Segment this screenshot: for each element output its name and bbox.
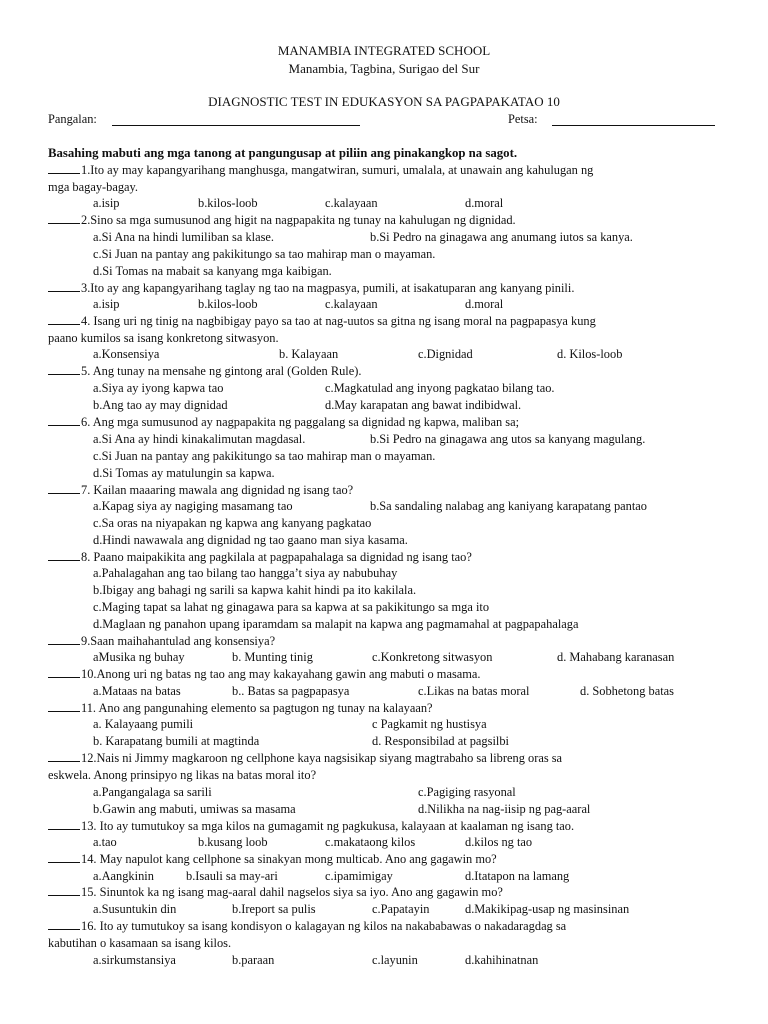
question-4 xyxy=(48,313,596,329)
question-16-cont: kabutihan o kasamaan sa isang kilos. xyxy=(48,936,232,950)
q14-option-c[interactable]: c.ipamimigay xyxy=(325,869,393,883)
q1-option-b[interactable]: b.kilos-loob xyxy=(198,196,258,210)
question-4-cont: paano kumilos sa isang konkretong sitwasyon. xyxy=(48,331,279,345)
answer-blank[interactable] xyxy=(48,851,80,863)
question-2 xyxy=(48,212,516,228)
question-14 xyxy=(48,851,497,867)
q5-option-d[interactable]: d.May karapatan ang bawat indibidwal. xyxy=(325,398,522,412)
q11-option-c[interactable]: c Pagkamit ng hustisya xyxy=(372,717,487,731)
q8-option-d[interactable]: d.Maglaan ng panahon upang iparamdam sa malapit na kapwa ang pagmamahal at pagpapahalaga xyxy=(93,617,579,631)
answer-blank[interactable] xyxy=(48,212,80,224)
q15-option-b[interactable]: b.Ireport sa pulis xyxy=(232,902,316,916)
q5-option-c[interactable]: c.Magkatulad ang inyong pagkatao bilang tao. xyxy=(325,381,555,395)
q10-option-a[interactable]: a.Mataas na batas xyxy=(93,684,181,698)
question-12-cont: eskwela. Anong prinsipyo ng likas na batas moral ito? xyxy=(48,768,317,782)
school-name: MANAMBIA INTEGRATED SCHOOL xyxy=(277,43,491,58)
question-text: 3.Ito ay ang kapangyarihang taglay ng tao na magpasya, pumili, at isakatuparan ang kanyang pinili. xyxy=(81,281,575,295)
answer-blank[interactable] xyxy=(48,313,80,325)
q14-option-a[interactable]: a.Aangkinin xyxy=(93,869,154,883)
q16-option-c[interactable]: c.layunin xyxy=(372,953,418,967)
q14-option-d[interactable]: d.Itatapon na lamang xyxy=(465,869,570,883)
school-address: Manambia, Tagbina, Surigao del Sur xyxy=(288,61,480,76)
q9-option-d[interactable]: d. Mahabang karanasan xyxy=(557,650,675,664)
q6-option-b[interactable]: b.Si Pedro na ginagawa ang utos sa kanyang magulang. xyxy=(370,432,646,446)
q3-option-a[interactable]: a.isip xyxy=(93,297,120,311)
test-title: DIAGNOSTIC TEST IN EDUKASYON SA PAGPAPAKATAO 10 xyxy=(208,94,560,109)
q7-option-b[interactable]: b.Sa sandaling nalabag ang kaniyang karapatang pantao xyxy=(370,499,647,513)
answer-blank[interactable] xyxy=(48,414,80,426)
question-8 xyxy=(48,549,472,565)
q6-option-c[interactable]: c.Si Juan na pantay ang pakikitungo sa tao mahirap man o mayaman. xyxy=(93,449,436,463)
answer-blank[interactable] xyxy=(48,700,80,712)
q2-option-a[interactable]: a.Si Ana na hindi lumiliban sa klase. xyxy=(93,230,275,244)
q16-option-a[interactable]: a.sirkumstansiya xyxy=(93,953,176,967)
q13-option-c[interactable]: c.makataong kilos xyxy=(325,835,416,849)
q16-option-b[interactable]: b.paraan xyxy=(232,953,275,967)
q6-option-a[interactable]: a.Si Ana ay hindi kinakalimutan magdasal. xyxy=(93,432,306,446)
question-text: 15. Sinuntok ka ng isang mag-aaral dahil nagselos siya sa iyo. Ano ang gagawin mo? xyxy=(81,885,503,899)
question-5 xyxy=(48,363,361,379)
answer-blank[interactable] xyxy=(48,918,80,930)
q1-option-a[interactable]: a.isip xyxy=(93,196,120,210)
question-12 xyxy=(48,750,562,766)
answer-blank[interactable] xyxy=(48,818,80,830)
q12-option-c[interactable]: c.Pagiging rasyonal xyxy=(418,785,516,799)
question-16 xyxy=(48,918,566,934)
answer-blank[interactable] xyxy=(48,549,80,561)
q12-option-a[interactable]: a.Pangangalaga sa sarili xyxy=(93,785,212,799)
q13-option-b[interactable]: b.kusang loob xyxy=(198,835,268,849)
question-text: 14. May napulot kang cellphone sa sinakyan mong multicab. Ano ang gagawin mo? xyxy=(81,852,497,866)
q14-option-b[interactable]: b.Isauli sa may-ari xyxy=(186,869,278,883)
name-field[interactable] xyxy=(112,125,360,126)
question-text: 12.Nais ni Jimmy magkaroon ng cellphone kaya nagsisikap siyang magtrabaho sa libreng oras sa xyxy=(81,751,563,765)
question-text: 2.Sino sa mga sumusunod ang higit na nagpapakita ng tunay na kahulugan ng dignidad. xyxy=(81,213,516,227)
q12-option-d[interactable]: d.Nilikha na nag-iisip ng pag-aaral xyxy=(418,802,591,816)
question-13 xyxy=(48,818,574,834)
q9-option-b[interactable]: b. Munting tinig xyxy=(232,650,313,664)
question-text: 9.Saan maihahantulad ang konsensiya? xyxy=(81,634,276,648)
q12-option-b[interactable]: b.Gawin ang mabuti, umiwas sa masama xyxy=(93,802,296,816)
answer-blank[interactable] xyxy=(48,666,80,678)
question-6 xyxy=(48,414,519,430)
q9-option-a[interactable]: aMusika ng buhay xyxy=(93,650,185,664)
q11-option-d[interactable]: d. Responsibilad at pagsilbi xyxy=(372,734,509,748)
answer-blank[interactable] xyxy=(48,482,80,494)
question-15 xyxy=(48,884,503,900)
answer-blank[interactable] xyxy=(48,363,80,375)
q8-option-c[interactable]: c.Maging tapat sa lahat ng ginagawa para sa kapwa at sa pakikitungo sa mga ito xyxy=(93,600,490,614)
answer-blank[interactable] xyxy=(48,280,80,292)
q5-option-b[interactable]: b.Ang tao ay may dignidad xyxy=(93,398,228,412)
q9-option-c[interactable]: c.Konkretong sitwasyon xyxy=(372,650,493,664)
question-text: 7. Kailan maaaring mawala ang dignidad ng isang tao? xyxy=(81,483,354,497)
q1-option-c[interactable]: c.kalayaan xyxy=(325,196,378,210)
q10-option-d[interactable]: d. Sobhetong batas xyxy=(580,684,674,698)
question-text: 13. Ito ay tumutukoy sa mga kilos na gumagamit ng pagkukusa, kalayaan at kaalaman ng isang tao. xyxy=(81,819,575,833)
q6-option-d[interactable]: d.Si Tomas ay matulungin sa kapwa. xyxy=(93,466,275,480)
question-9 xyxy=(48,633,275,649)
question-text: 16. Ito ay tumutukoy sa isang kondisyon o kalagayan ng kilos na nakababawas o nakadaragdag sa xyxy=(81,919,567,933)
answer-blank[interactable] xyxy=(48,633,80,645)
answer-blank[interactable] xyxy=(48,162,80,174)
question-11 xyxy=(48,700,433,716)
question-text: 4. Isang uri ng tinig na nagbibigay payo sa tao at nag-uutos sa gitna ng isang moral na pagpapasya kung xyxy=(81,314,596,328)
question-text: 8. Paano maipakikita ang pagkilala at pagpapahalaga sa dignidad ng isang tao? xyxy=(81,550,472,564)
q3-option-d[interactable]: d.moral xyxy=(465,297,504,311)
question-text: 1.Ito ay may kapangyarihang manghusga, mangatwiran, sumuri, umalala, at unawain ang kahulugan ng xyxy=(81,163,594,177)
q5-option-a[interactable]: a.Siya ay iyong kapwa tao xyxy=(93,381,224,395)
question-1-cont: mga bagay-bagay. xyxy=(48,180,139,194)
q8-option-b[interactable]: b.Ibigay ang bahagi ng sarili sa kapwa kahit hindi pa ito kakilala. xyxy=(93,583,417,597)
q7-option-a[interactable]: a.Kapag siya ay nagiging masamang tao xyxy=(93,499,293,513)
question-text: 11. Ano ang pangunahing elemento sa pagtugon ng tunay na kalayaan? xyxy=(81,701,433,715)
q7-option-c[interactable]: c.Sa oras na niyapakan ng kapwa ang kanyang pagkatao xyxy=(93,516,372,530)
instructions: Basahing mabuti ang mga tanong at pangungusap at piliin ang pinakangkop na sagot. xyxy=(48,146,518,160)
date-field[interactable] xyxy=(552,125,715,126)
q16-option-d[interactable]: d.kahihinatnan xyxy=(465,953,539,967)
q4-option-b[interactable]: b. Kalayaan xyxy=(279,347,339,361)
q2-option-c[interactable]: c.Si Juan na pantay ang pakikitungo sa tao mahirap man o mayaman. xyxy=(93,247,436,261)
date-label: Petsa: xyxy=(508,112,538,126)
q11-option-b[interactable]: b. Karapatang bumili at magtinda xyxy=(93,734,260,748)
q2-option-b[interactable]: b.Si Pedro na ginagawa ang anumang iutos sa kanya. xyxy=(370,230,633,244)
q4-option-a[interactable]: a.Konsensiya xyxy=(93,347,160,361)
question-10 xyxy=(48,666,481,682)
q15-option-c[interactable]: c.Papatayin xyxy=(372,902,430,916)
question-text: 5. Ang tunay na mensahe ng gintong aral (Golden Rule). xyxy=(81,364,362,378)
q15-option-d[interactable]: d.Makikipag-usap ng masinsinan xyxy=(465,902,630,916)
question-3 xyxy=(48,280,574,296)
question-1 xyxy=(48,162,593,178)
name-label: Pangalan: xyxy=(48,112,97,126)
q15-option-a[interactable]: a.Susuntukin din xyxy=(93,902,177,916)
q4-option-d[interactable]: d. Kilos-loob xyxy=(557,347,623,361)
q8-option-a[interactable]: a.Pahalagahan ang tao bilang tao hangga’t siya ay nabubuhay xyxy=(93,566,398,580)
q1-option-d[interactable]: d.moral xyxy=(465,196,504,210)
q4-option-c[interactable]: c.Dignidad xyxy=(418,347,473,361)
answer-blank[interactable] xyxy=(48,750,80,762)
q13-option-a[interactable]: a.tao xyxy=(93,835,117,849)
question-text: 6. Ang mga sumusunod ay nagpapakita ng paggalang sa dignidad ng kapwa, maliban sa; xyxy=(81,415,520,429)
q3-option-c[interactable]: c.kalayaan xyxy=(325,297,378,311)
q7-option-d[interactable]: d.Hindi nawawala ang dignidad ng tao gaano man siya kasama. xyxy=(93,533,408,547)
q3-option-b[interactable]: b.kilos-loob xyxy=(198,297,258,311)
question-7 xyxy=(48,482,353,498)
question-text: 10.Anong uri ng batas ng tao ang may kakayahang gawin ang mabuti o masama. xyxy=(81,667,481,681)
q11-option-a[interactable]: a. Kalayaang pumili xyxy=(93,717,194,731)
q10-option-c[interactable]: c.Likas na batas moral xyxy=(418,684,530,698)
q10-option-b[interactable]: b.. Batas sa pagpapasya xyxy=(232,684,350,698)
q13-option-d[interactable]: d.kilos ng tao xyxy=(465,835,533,849)
q2-option-d[interactable]: d.Si Tomas na mabait sa kanyang mga kaibigan. xyxy=(93,264,332,278)
answer-blank[interactable] xyxy=(48,884,80,896)
